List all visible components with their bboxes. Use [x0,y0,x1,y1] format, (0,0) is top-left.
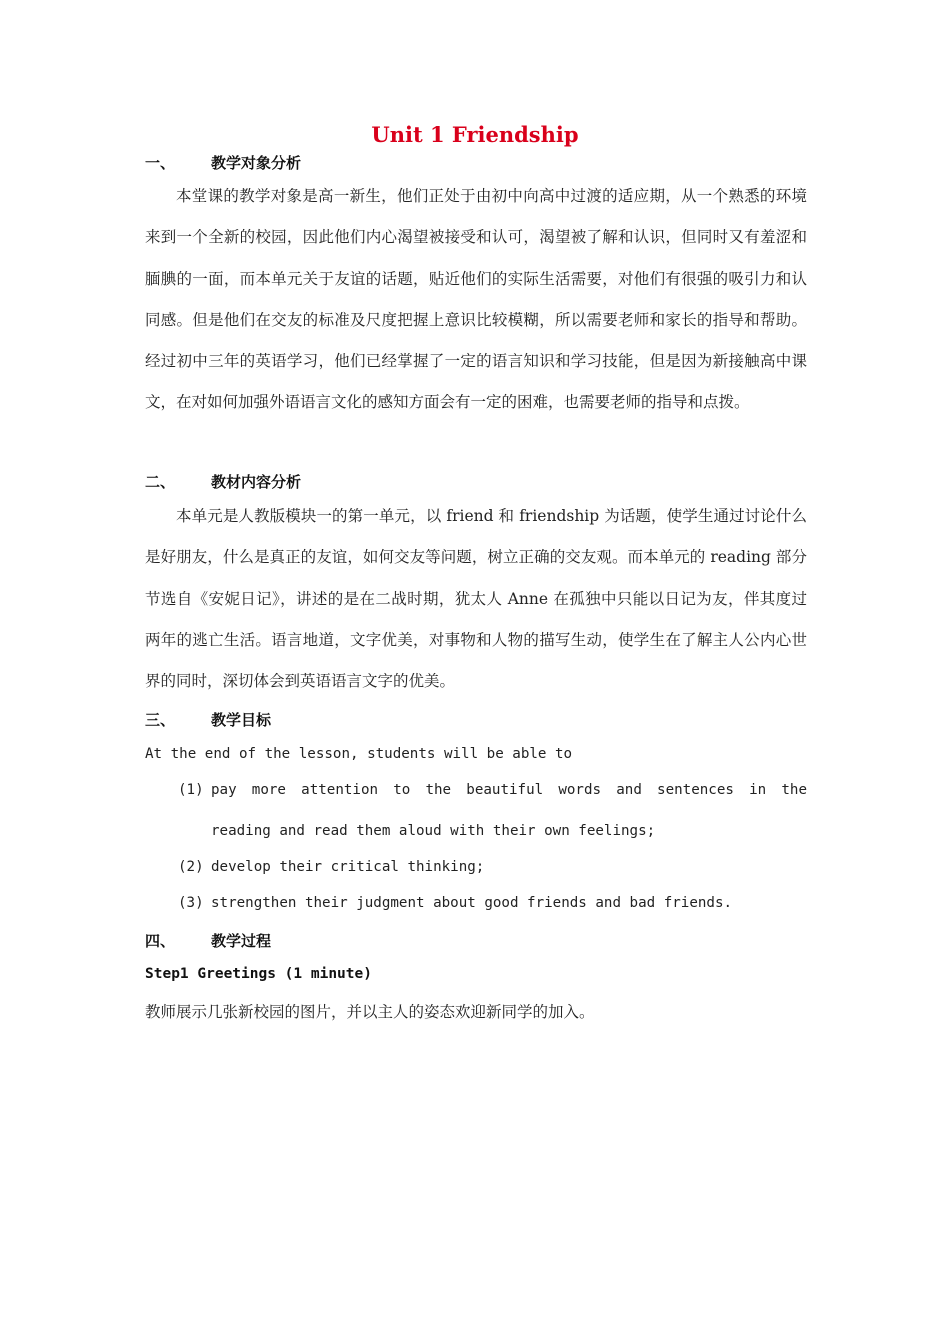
section-number-2: 二、 [145,473,176,491]
section-heading-3 [145,709,271,730]
objective-number-1: (1) [178,782,204,798]
section-number-3: 三、 [145,711,176,729]
section-title-1: 教学对象分析 [211,154,302,172]
section-heading-1 [145,152,301,173]
section-title-4: 教学过程 [211,932,272,950]
objective-text-1: pay more attention to the beautiful words and sentences in the reading and read them aloud with their own feelings; [211,782,807,839]
section-heading-4 [145,930,271,951]
document-title: Unit 1 Friendship [371,122,579,147]
section-number-1: 一、 [145,154,176,172]
section-heading-2 [145,471,301,492]
objective-text-2: develop their critical thinking; [211,859,485,875]
objective-number-3: (3) [178,895,204,911]
section-title-2: 教材内容分析 [211,473,302,491]
objective-number-2: (2) [178,859,204,875]
section-number-4: 四、 [145,932,176,950]
step-description: 教师展示几张新校园的图片，并以主人的姿态欢迎新同学的加入。 [145,1003,595,1021]
section-paragraph-2: 本单元是人教版模块一的第一单元，以 friend 和 friendship 为话题，使学生通过讨论什么是好朋友，什么是真正的友谊，如何交友等问题，树立正确的交友观。而本单元的 reading 部分节选自《安妮日记》，讲述的是在二战时期，犹太人 Anne 在孤独中只能以日记为友，伴其度过两年的逃亡生活。语言地道，文字优美，对事物和人物的描写生动，使学生在了解主人公内心世界的同时，深切体会到英语语言文字的优美。 [145,507,807,691]
step-heading: Step1 Greetings (1 minute) [145,966,372,982]
section-paragraph-1: 本堂课的教学对象是高一新生，他们正处于由初中向高中过渡的适应期，从一个熟悉的环境来到一个全新的校园，因此他们内心渴望被接受和认可，渴望被了解和认识，但同时又有羞涩和腼腆的一面，而本单元关于友谊的话题，贴近他们的实际生活需要，对他们有很强的吸引力和认同感。但是他们在交友的标准及尺度把握上意识比较模糊，所以需要老师和家长的指导和帮助。经过初中三年的英语学习，他们已经掌握了一定的语言知识和学习技能，但是因为新接触高中课文，在对如何加强外语语言文化的感知方面会有一定的困难，也需要老师的指导和点拨。 [145,187,807,412]
objective-text-3: strengthen their judgment about good friends and bad friends. [211,895,733,911]
section-title-3: 教学目标 [211,711,272,729]
objectives-intro: At the end of the lesson, students will be able to [145,746,573,762]
